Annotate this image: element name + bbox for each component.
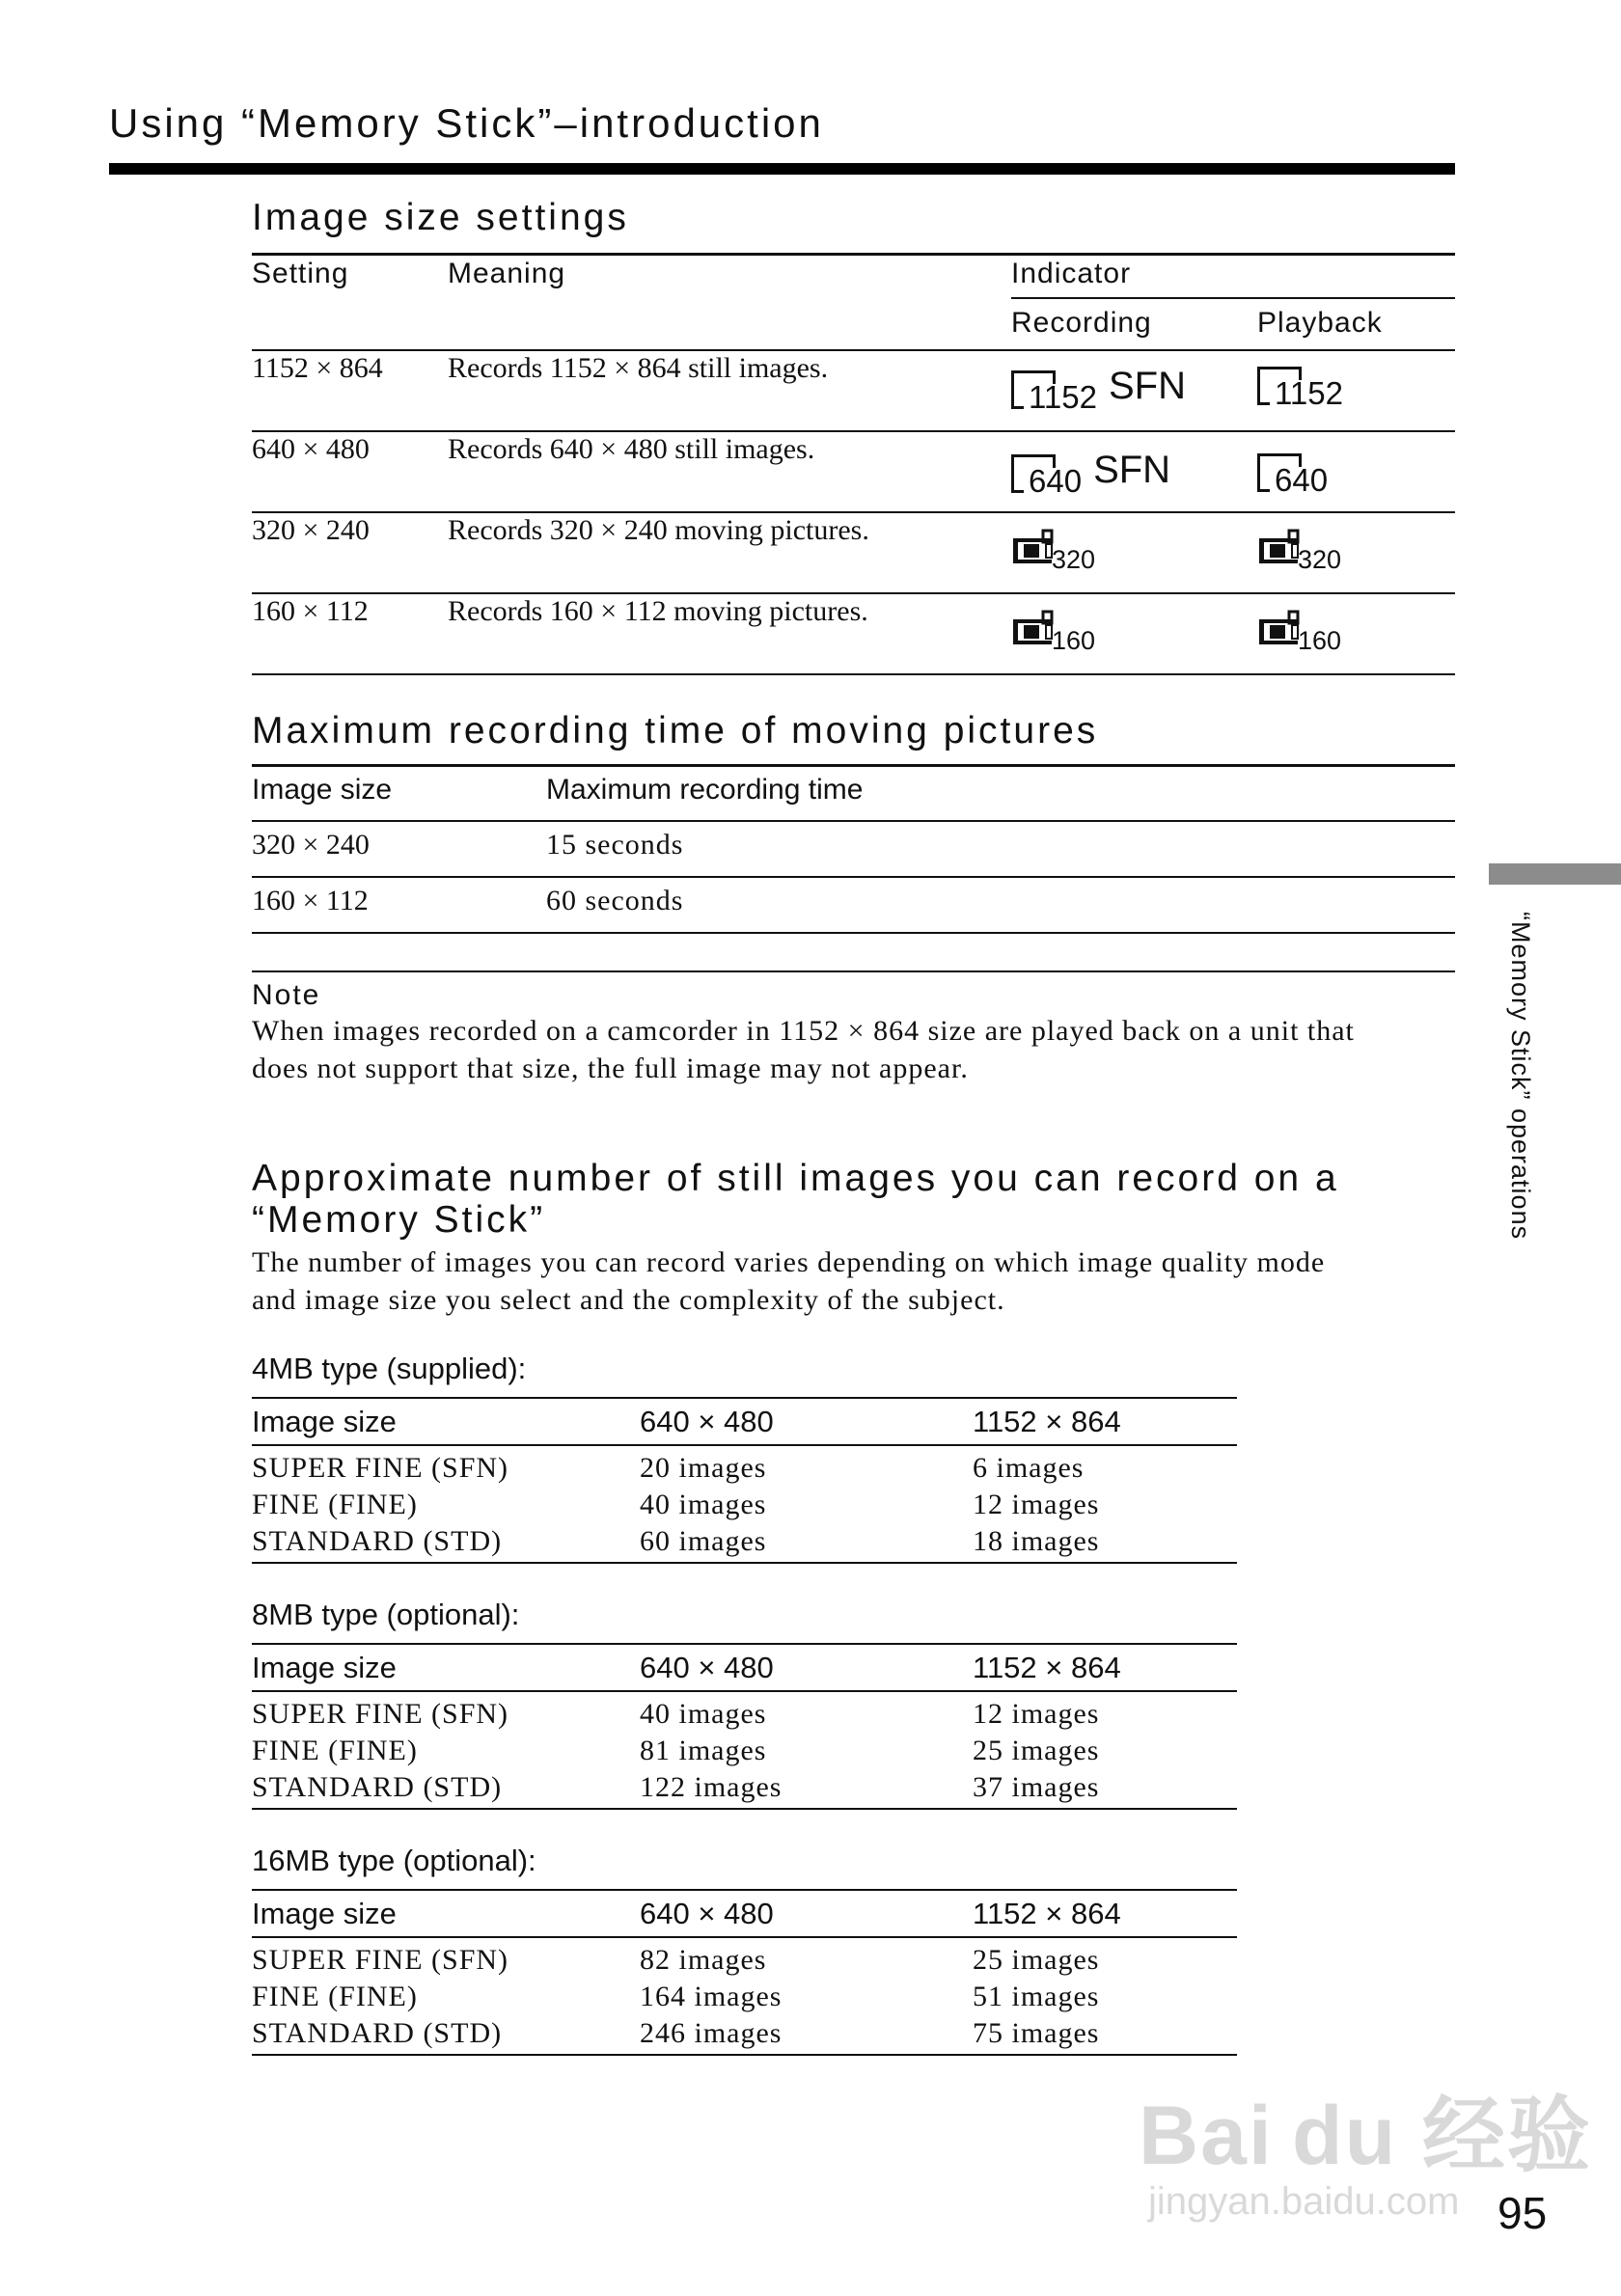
- table-rule: [252, 511, 1455, 513]
- count-640: 20 images: [640, 1452, 767, 1484]
- table-row: [252, 1698, 1237, 1735]
- indicator-size: 1152: [1029, 379, 1097, 415]
- film-icon: [1257, 529, 1300, 567]
- indicator-size: 320: [1052, 545, 1096, 574]
- note-line: When images recorded on a camcorder in 1152 × 864 size are played back on a unit that: [252, 1015, 1355, 1047]
- table-rule: [252, 764, 1455, 767]
- quality-mode: STANDARD (STD): [252, 2017, 503, 2049]
- col-640-header: 640 × 480: [640, 1897, 774, 1930]
- max-recording-time-title: Maximum recording time of moving pictures: [252, 710, 1099, 752]
- count-640: 246 images: [640, 2017, 783, 2049]
- table-rule: [1011, 297, 1455, 299]
- table-row: [252, 2017, 1237, 2054]
- setting-cell: 640 × 480: [252, 433, 370, 465]
- col-playback-header: Playback: [1257, 307, 1383, 339]
- table-rule: [252, 1643, 1237, 1645]
- title-rule: [109, 163, 1455, 175]
- table-rule: [252, 1936, 1237, 1938]
- still-image-icon: [1257, 367, 1270, 405]
- capacity-16mb-label: 16MB type (optional):: [252, 1844, 536, 1877]
- indicator-size: 640: [1029, 463, 1083, 499]
- table-row: [252, 1452, 1237, 1489]
- table-rule: [252, 349, 1455, 351]
- capacity-table-8mb: [252, 1643, 1237, 1811]
- table-rule: [252, 1889, 1237, 1891]
- col-image-size-header: Image size: [252, 1651, 397, 1684]
- quality-mode: STANDARD (STD): [252, 1525, 503, 1557]
- table-rule: [252, 1690, 1237, 1692]
- quality-mode: SUPER FINE (SFN): [252, 1698, 509, 1730]
- recording-indicator: [1011, 449, 1171, 499]
- col-image-size-header: Image size: [252, 774, 393, 806]
- table-rule: [252, 1397, 1237, 1399]
- meaning-cell: Records 320 × 240 moving pictures.: [448, 514, 869, 546]
- film-icon: [1257, 610, 1300, 648]
- indicator-size: 320: [1298, 545, 1342, 574]
- indicator-size: 640: [1275, 462, 1329, 498]
- count-1152: 6 images: [973, 1452, 1085, 1484]
- section-tab-label: “Memory Stick” operations: [1506, 912, 1535, 1241]
- note-line: does not support that size, the full image may not appear.: [252, 1052, 969, 1084]
- approx-body-line: The number of images you can record varies depending on which image quality mode: [252, 1246, 1326, 1278]
- quality-mode: SUPER FINE (SFN): [252, 1944, 509, 1976]
- table-rule: [252, 2054, 1237, 2056]
- watermark-brand: Bai du 经验: [1139, 2090, 1593, 2182]
- meaning-cell: Records 1152 × 864 still images.: [448, 352, 829, 384]
- count-1152: 75 images: [973, 2017, 1100, 2049]
- col-image-size-header: Image size: [252, 1897, 397, 1930]
- recording-indicator: [1011, 610, 1096, 655]
- meaning-cell: Records 160 × 112 moving pictures.: [448, 595, 868, 627]
- col-1152-header: 1152 × 864: [973, 1897, 1121, 1930]
- count-640: 82 images: [640, 1944, 767, 1976]
- table-rule: [252, 820, 1455, 822]
- playback-indicator: [1257, 529, 1342, 574]
- table-rule: [252, 932, 1455, 934]
- table-rule: [252, 430, 1455, 432]
- recording-indicator: [1011, 529, 1096, 574]
- table-rule: [252, 673, 1455, 675]
- image-size-settings-title: Image size settings: [252, 197, 629, 238]
- table-rule: [252, 592, 1455, 594]
- setting-cell: 320 × 240: [252, 514, 370, 546]
- image-size-cell: 320 × 240: [252, 829, 370, 861]
- count-1152: 12 images: [973, 1698, 1100, 1730]
- count-1152: 51 images: [973, 1981, 1100, 2012]
- table-rule: [252, 876, 1455, 878]
- col-meaning-header: Meaning: [448, 258, 566, 289]
- count-1152: 25 images: [973, 1735, 1100, 1766]
- image-size-table: [252, 253, 1455, 676]
- indicator-size: 160: [1298, 626, 1342, 655]
- col-setting-header: Setting: [252, 258, 349, 289]
- still-image-icon: [1011, 454, 1024, 493]
- quality-mode: FINE (FINE): [252, 1735, 418, 1766]
- approx-images-body: [252, 1244, 1448, 1319]
- quality-mode: SUPER FINE (SFN): [252, 1452, 509, 1484]
- max-time-cell: 15 seconds: [546, 829, 684, 861]
- indicator-size: 1152: [1275, 375, 1343, 411]
- playback-indicator: [1257, 367, 1343, 411]
- col-1152-header: 1152 × 864: [973, 1651, 1121, 1684]
- image-size-cell: 160 × 112: [252, 885, 369, 916]
- count-1152: 25 images: [973, 1944, 1100, 1976]
- max-time-cell: 60 seconds: [546, 885, 684, 916]
- count-640: 164 images: [640, 1981, 783, 2012]
- table-rule: [252, 1808, 1237, 1810]
- setting-cell: 160 × 112: [252, 595, 369, 627]
- table-row: [252, 1944, 1237, 1981]
- quality-mode: STANDARD (STD): [252, 1771, 503, 1803]
- film-icon: [1011, 529, 1054, 567]
- playback-indicator: [1257, 453, 1329, 498]
- count-1152: 18 images: [973, 1525, 1100, 1557]
- still-image-icon: [1257, 453, 1270, 492]
- col-image-size-header: Image size: [252, 1405, 397, 1438]
- page-number: 95: [1497, 2188, 1548, 2238]
- col-1152-header: 1152 × 864: [973, 1405, 1121, 1438]
- approx-body-line: and image size you select and the complexity of the subject.: [252, 1284, 1005, 1316]
- approx-title-line: “Memory Stick”: [252, 1199, 546, 1241]
- table-rule: [252, 1444, 1237, 1446]
- col-max-time-header: Maximum recording time: [546, 774, 864, 806]
- max-recording-time-table: [252, 764, 1455, 936]
- approx-images-title: [252, 1158, 1448, 1241]
- capacity-4mb-label: 4MB type (supplied):: [252, 1352, 527, 1385]
- capacity-table-16mb: [252, 1889, 1237, 2057]
- table-rule: [252, 1562, 1237, 1564]
- page-title: Using “Memory Stick”–introduction: [109, 100, 824, 146]
- quality-mode: FINE (FINE): [252, 1489, 418, 1520]
- playback-indicator: [1257, 610, 1342, 655]
- watermark-site: jingyan.baidu.com: [1148, 2180, 1460, 2223]
- note-body: [252, 1012, 1448, 1087]
- col-recording-header: Recording: [1011, 307, 1152, 339]
- setting-cell: 1152 × 864: [252, 352, 383, 384]
- table-row: [252, 1981, 1237, 2017]
- note-rule: [252, 970, 1455, 972]
- count-640: 40 images: [640, 1698, 767, 1730]
- film-icon: [1011, 610, 1054, 648]
- indicator-quality: SFN: [1093, 449, 1171, 491]
- recording-indicator: [1011, 365, 1186, 415]
- table-row: [252, 1525, 1237, 1562]
- table-row: [252, 1489, 1237, 1525]
- count-640: 40 images: [640, 1489, 767, 1520]
- capacity-table-4mb: [252, 1397, 1237, 1565]
- count-640: 60 images: [640, 1525, 767, 1557]
- indicator-size: 160: [1052, 626, 1096, 655]
- count-1152: 12 images: [973, 1489, 1100, 1520]
- col-indicator-header: Indicator: [1011, 258, 1132, 289]
- approx-title-line: Approximate number of still images you can record on a: [252, 1158, 1339, 1199]
- col-640-header: 640 × 480: [640, 1651, 774, 1684]
- table-row: [252, 1735, 1237, 1771]
- count-640: 122 images: [640, 1771, 783, 1803]
- section-tab-bar: [1489, 863, 1621, 885]
- capacity-8mb-label: 8MB type (optional):: [252, 1598, 520, 1631]
- quality-mode: FINE (FINE): [252, 1981, 418, 2012]
- still-image-icon: [1011, 370, 1024, 409]
- table-rule: [252, 253, 1455, 256]
- baidu-watermark: [1139, 2045, 1593, 2238]
- table-row: [252, 1771, 1237, 1808]
- count-640: 81 images: [640, 1735, 767, 1766]
- count-1152: 37 images: [973, 1771, 1100, 1803]
- col-640-header: 640 × 480: [640, 1405, 774, 1438]
- indicator-quality: SFN: [1108, 365, 1186, 407]
- meaning-cell: Records 640 × 480 still images.: [448, 433, 815, 465]
- note-title: Note: [252, 979, 321, 1011]
